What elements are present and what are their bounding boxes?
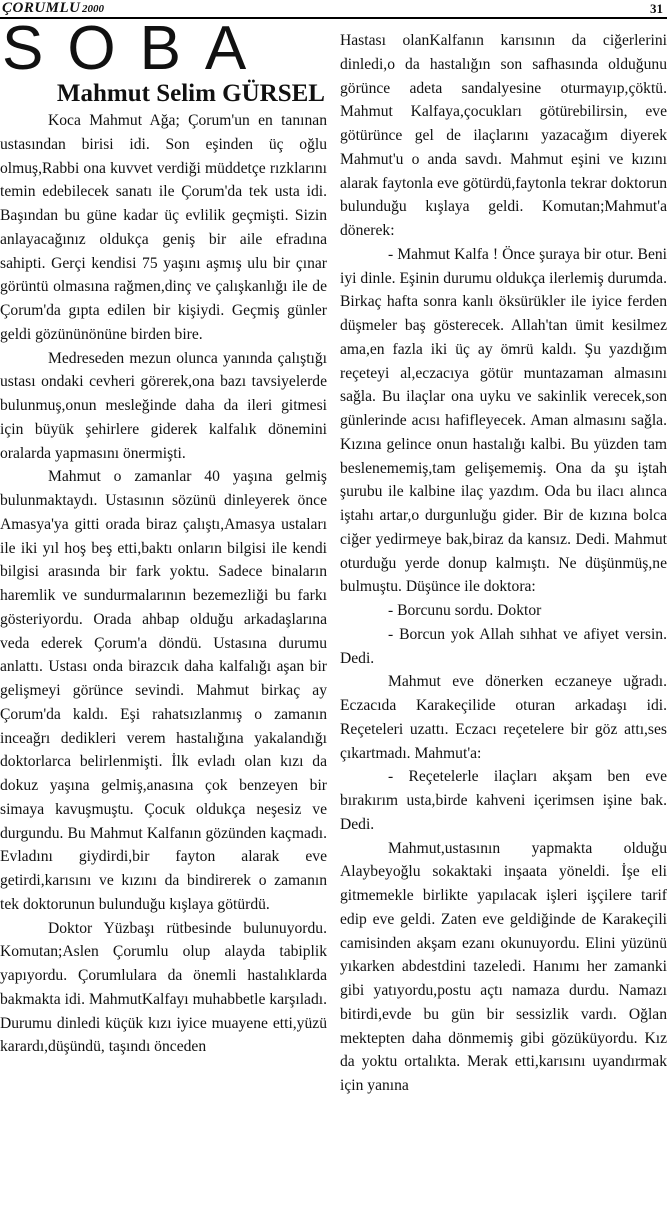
paragraph: Medreseden mezun olunca yanında çalıştığı ustası ondaki cevheri görerek,ona bazı tavsiyelerde bulunmuş,onun mesleğinde daha da ileri gitmesi için büyük şehirlere giderek kalfalık dönemini oralarda yapmasını önermişti. bbox=[0, 349, 327, 462]
paragraph: Doktor Yüzbaşı rütbesinde bulunuyordu. Komutan;Aslen Çorumlu olup alayda tabiplik yapıyordu. Çorumlulara da önemli hastalıklarda bakmakta idi. MahmutKalfayı muhabbetle karşıladı. Durumu dinledi küçük kızı iyice muayene etti,yüzü karardı,düşündü, taşındı önceden bbox=[0, 919, 327, 1056]
page-number: 31 bbox=[650, 1, 663, 16]
page-header bbox=[0, 0, 667, 18]
magazine-title: ÇORUMLU bbox=[2, 0, 81, 16]
paragraph: Hastası olanKalfanın karısının da ciğerlerini dinledi,o da hastalığın son safhasında olduğunu görünce adeta sandalyesine oturmayıp,çöktü. Mahmut Kalfaya,çocukları götürebilirsin, eve götürünce gel de ilaçlarını yazacağım diyerek Mahmut'u o anda savdı. Mahmut eşini ve kızını alarak faytonla eve götürdü,faytonla tekrar doktorun bulunduğu kışlaya geldi. Komutan;Mahmut'a dönerek: bbox=[340, 32, 667, 239]
paragraph: Mahmut,ustasının yapmakta olduğu Alaybeyoğlu sokaktaki inşaata yöneldi. İşe eli gitmemekle birlikte yapılacak işleri işçilere tarif edip eve geldi. Zaten eve geldiğinde de Karakeçili camisinden akşam ezanı okunuyordu. Elini yüzünü yıkarken abdestdini tazeledi. Hanımı her zamanki gibi yatıyordu,postu açtı namaza durdu. Namazı bitirdi,evde bu gün bir sessizlik vardı. Oğlan mektepten daha dönmemiş gibi gözüküyordu. Kız da yoktu ortalıkta. Merak etti,karısını uyandırmak için yanına bbox=[340, 839, 667, 1094]
left-column bbox=[0, 19, 327, 1059]
dialogue-paragraph: - Reçetelerle ilaçları akşam ben eve bırakırım usta,birde kahveni içerimsen işine bak. Dedi. bbox=[340, 768, 667, 833]
paragraph: Koca Mahmut Ağa; Çorum'un en tanınan ustasından birisi idi. Son eşinden üç oğlu olmuş,Rabbi ona kuvvet verdiği müddetçe rızklarını temin edebilecek sanatı ile Çorum'da tek usta idi. Başından bu güne kadar üç evlilik geçmişti. Sizin anlayacağınız oldukça geniş bir aile efradına sahipti. Gerçi kendisi 75 yaşını aşmış ulu bir çınar görüntü olmasına rağmen,dinç ve çalışkanlığı ile de Çorum'da gıpta edilen bir kişiydi. Geçmiş günler geldi gözününönüne birden bire. bbox=[0, 112, 327, 343]
paragraph: Mahmut eve dönerken eczaneye uğradı. Eczacıda Karakeçilide oturan arkadaşı idi. Reçeteleri uzattı. Eczacı reçetelere bir göz attı,ses çıkartmadı. Mahmut'a: bbox=[340, 673, 667, 762]
dialogue-paragraph: - Borcunu sordu. Doktor bbox=[388, 602, 542, 619]
article-author: Mahmut Selim GÜRSEL bbox=[56, 80, 325, 107]
dialogue-paragraph: - Mahmut Kalfa ! Önce şuraya bir otur. Beni iyi dinle. Eşinin durumu oldukça ilerlemiş durumda. Birkaç hafta sonra kanlı öksürükler ile iyice ferden düşmeler baş gösterecek. Allah'tan ümit kesilmez ama,en fazla iki üç ay ömrü kaldı. Şu yazdığım reçeteyi al,eczacıya götür muntazaman almasını sağla. Bu ilaçlar ona uyku ve sakinlik verecek,son günlerinde acısı hafifleyecek. Aman almasını sağla. Kızına gelince onun hastalığı kalbi. Bu yüzden tam beslenememiş,tam gelişememiş. Ona da şu iştah şurubu ile kalbine ilaç yazdım. Oda bu ilacı alınca iştahı artar,o durgunluğu gider. Bir de kızına bolca ciğer yedirmeye bak,biraz da kansız. Dedi. Mahmut oturduğu yerde donup kalmıştı. Ne düşünmüş,ne bulmuştu. Düşünce ile doktora: bbox=[340, 245, 667, 596]
dialogue-paragraph: - Borcun yok Allah sıhhat ve afiyet versin. Dedi. bbox=[340, 625, 667, 667]
paragraph: Mahmut o zamanlar 40 yaşına gelmiş bulunmaktaydı. Ustasının sözünü dinleyerek önce Amasya'ya gitti orada biraz çalıştı,Amasya ustaları ile iki yıl hoş beş etti,baktı onların bilgisi ile kendi bilgisi arasında bir fark yoktu. Sadece binaların haremlik ve sundurmalarının bezemezliği bu farkı gösteriyordu. Orada ahbap olduğu arkadaşlarına veda ederek Çorum'a döndü. Ustasına durumu anlattı. Ustası onda birazcık daha kalfalığı aşan bir gelişmeyi görünce sevindi. Mahmut birkaç ay Çorum'da kaldı. Eşi rahatsızlanmış o zamanın inceağrı dedikleri verem hastalığına yakalandığı doktorlarca belirlenmişti. İlk evladı olan kızı da dokuz yaşına gelmiş,anasına çok benzeyen bir simaya kavuşmuştu. Çocuk oldukça neşesiz ve durgundu. Bu Mahmut Kalfanın gözünden kaçmadı. Evladını giydirdi,bir fayton alarak eve getirdi,karısını ve kızını da bindirerek o zamanın tek doktorunun bulunduğu kışlaya götürdü. bbox=[0, 468, 327, 913]
magazine-year: 2000 bbox=[82, 3, 104, 15]
right-column bbox=[340, 29, 667, 1098]
article-title: SOBA bbox=[2, 19, 271, 79]
